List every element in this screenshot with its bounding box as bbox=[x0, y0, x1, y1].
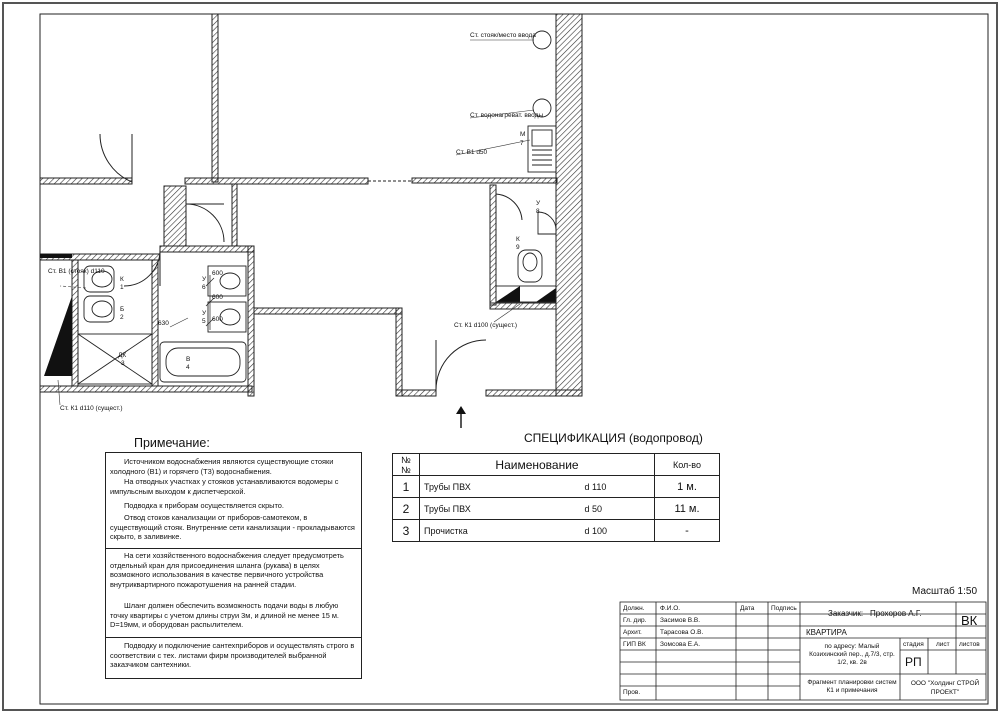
spec-d: d 100 bbox=[584, 525, 608, 536]
spec-cell-num: 1 bbox=[393, 476, 420, 498]
sheet-label: лист bbox=[936, 641, 950, 648]
spec-cell-qty: - bbox=[655, 520, 720, 542]
spec-header-name: Наименование bbox=[420, 454, 655, 476]
spec-table bbox=[392, 453, 720, 542]
fixture-num-5: 5 bbox=[202, 318, 206, 325]
fixture-code-4: В bbox=[186, 356, 191, 363]
label-cold-riser: Ст. В1 (стояк) d110 bbox=[48, 268, 105, 275]
dim-3: 600 bbox=[212, 316, 223, 323]
stamp-person: Засимов В.В. bbox=[660, 617, 701, 624]
fixture-num-4: 4 bbox=[186, 364, 190, 371]
fixture-num-2: 2 bbox=[120, 314, 124, 321]
spec-row bbox=[393, 498, 720, 520]
note-5: На сети хозяйственного водоснабжения следует предусмотреть отдельный кран для присоединения шланга (рукава) в целях возможного использования в качестве первичного устройства внутриквартирного пожаротушения на ранней стадии. bbox=[110, 551, 344, 589]
sheets-label: листов bbox=[959, 641, 980, 648]
stamp-role: Гл. дир. bbox=[623, 617, 647, 624]
note-6: Шланг должен обеспечить возможность подачи воды в любую точку квартиры с учетом длины струи 3м, и длиной не менее 15 м. D=19мм, и оборудован распылителем. bbox=[110, 601, 339, 630]
stamp-role: ГИП ВК bbox=[623, 641, 646, 648]
stamp-header-role: Должн. bbox=[623, 605, 645, 612]
object-address: по адресу: Малый Козихинский пер., д.7/3, стр. 1/2, кв. 2в bbox=[809, 643, 895, 666]
doors bbox=[100, 134, 522, 390]
spec-title: СПЕЦИФИКАЦИЯ (водопровод) bbox=[524, 431, 703, 445]
label-bath-riser: Ст. К1 d110 (сущест.) bbox=[60, 405, 123, 412]
fixture-code-7: М bbox=[520, 131, 526, 138]
note-7: Подводку и подключение сантехприборов и осуществлять строго в соответствии с тех. листами фирм производителей выбранной заказчиком сантехники. bbox=[110, 641, 355, 670]
stamp-person: Тарасова О.В. bbox=[660, 629, 704, 636]
fixture-code-2: Б bbox=[120, 306, 125, 313]
spec-name: Прочистка bbox=[424, 525, 468, 536]
drawing-code: ВК bbox=[961, 613, 978, 628]
spec-cell-name bbox=[420, 498, 655, 520]
fixture-code-5: У bbox=[202, 310, 207, 317]
fixture-code-9: К bbox=[516, 236, 520, 243]
stamp-role: Архит. bbox=[623, 629, 642, 636]
fixture-num-9: 9 bbox=[516, 244, 520, 251]
fixture-num-6: 6 bbox=[202, 284, 206, 291]
note-3: Подводка к приборам осуществляется скрыто. bbox=[124, 501, 284, 510]
stage-value: РП bbox=[905, 655, 922, 669]
drawing-title: Фрагмент планировки систем К1 и примечания bbox=[807, 679, 897, 694]
company-name: ООО "Холдинг СТРОЙ ПРОЕКТ" bbox=[910, 680, 980, 696]
stamp-header-date: Дата bbox=[740, 605, 755, 612]
spec-cell-qty: 11 м. bbox=[655, 498, 720, 520]
label-kitchen-riser-1: Ст. стояк/место ввода bbox=[470, 32, 536, 39]
spec-cell-num: 3 bbox=[393, 520, 420, 542]
notes-title: Примечание: bbox=[134, 436, 210, 450]
spec-name: Трубы ПВХ bbox=[424, 481, 471, 492]
note-1: Источником водоснабжения являются существующие стояки холодного (В1) и горячего (Т3) водоснабжения. bbox=[110, 457, 334, 476]
dim-2: 600 bbox=[212, 294, 223, 301]
label-kitchen-riser-2: Ст. водонагреват. вводы bbox=[470, 112, 544, 119]
dim-1: 600 bbox=[212, 270, 223, 277]
walls bbox=[40, 14, 582, 396]
scale-label: Масштаб 1:50 bbox=[912, 586, 978, 597]
spec-cell-num: 2 bbox=[393, 498, 420, 520]
note-4: Отвод стоков канализации от приборов-самотеком, в существующий стояк. Внутренние сети канализации - прокладываются скрыто, в заливинке. bbox=[110, 513, 355, 542]
label-kitchen-riser-3: Ст. В1 d50 bbox=[456, 149, 488, 156]
customer-name: Прохоров А.Г. bbox=[870, 609, 922, 618]
spec-cell-qty: 1 м. bbox=[655, 476, 720, 498]
spec-row bbox=[393, 476, 720, 498]
object-name: КВАРТИРА bbox=[806, 628, 847, 637]
label-wc-riser: Ст. К1 d100 (сущест.) bbox=[454, 322, 518, 329]
spec-row bbox=[393, 520, 720, 542]
stamp-person: Зомсова Е.А. bbox=[660, 641, 701, 648]
customer-label: Заказчик: bbox=[828, 609, 864, 618]
spec-name: Трубы ПВХ bbox=[424, 503, 471, 514]
fixture-code-8: У bbox=[536, 200, 541, 207]
fixture-num-1: 1 bbox=[120, 284, 124, 291]
fixture-code-6: У bbox=[202, 276, 207, 283]
notes-box bbox=[105, 452, 362, 679]
stamp-role: Пров. bbox=[623, 689, 641, 696]
note-2: На отводных участках у стояков устанавливаются водомеры с импульсным выходом к диспетчерской. bbox=[110, 477, 339, 496]
fixture-num-7: 7 bbox=[520, 140, 524, 147]
stage-label: стадия bbox=[903, 641, 924, 648]
spec-cell-name bbox=[420, 520, 655, 542]
spec-header-num: №№ bbox=[393, 454, 420, 476]
fixture-code-1: К bbox=[120, 276, 124, 283]
fixture-code-3: ДК bbox=[118, 352, 127, 359]
spec-cell-name bbox=[420, 476, 655, 498]
entry-arrow-icon bbox=[456, 406, 466, 428]
spec-header-qty: Кол-во bbox=[655, 454, 720, 476]
leader-lines bbox=[58, 40, 534, 405]
fixtures bbox=[78, 31, 556, 384]
fixture-num-8: 8 bbox=[536, 208, 540, 215]
stamp-header-name: Ф.И.О. bbox=[660, 605, 681, 612]
spec-d: d 110 bbox=[584, 481, 607, 492]
fixture-num-3: 3 bbox=[121, 360, 125, 367]
spec-d: d 50 bbox=[584, 503, 603, 514]
stamp-header-sign: Подпись bbox=[771, 605, 797, 612]
dim-4: 630 bbox=[158, 320, 169, 327]
